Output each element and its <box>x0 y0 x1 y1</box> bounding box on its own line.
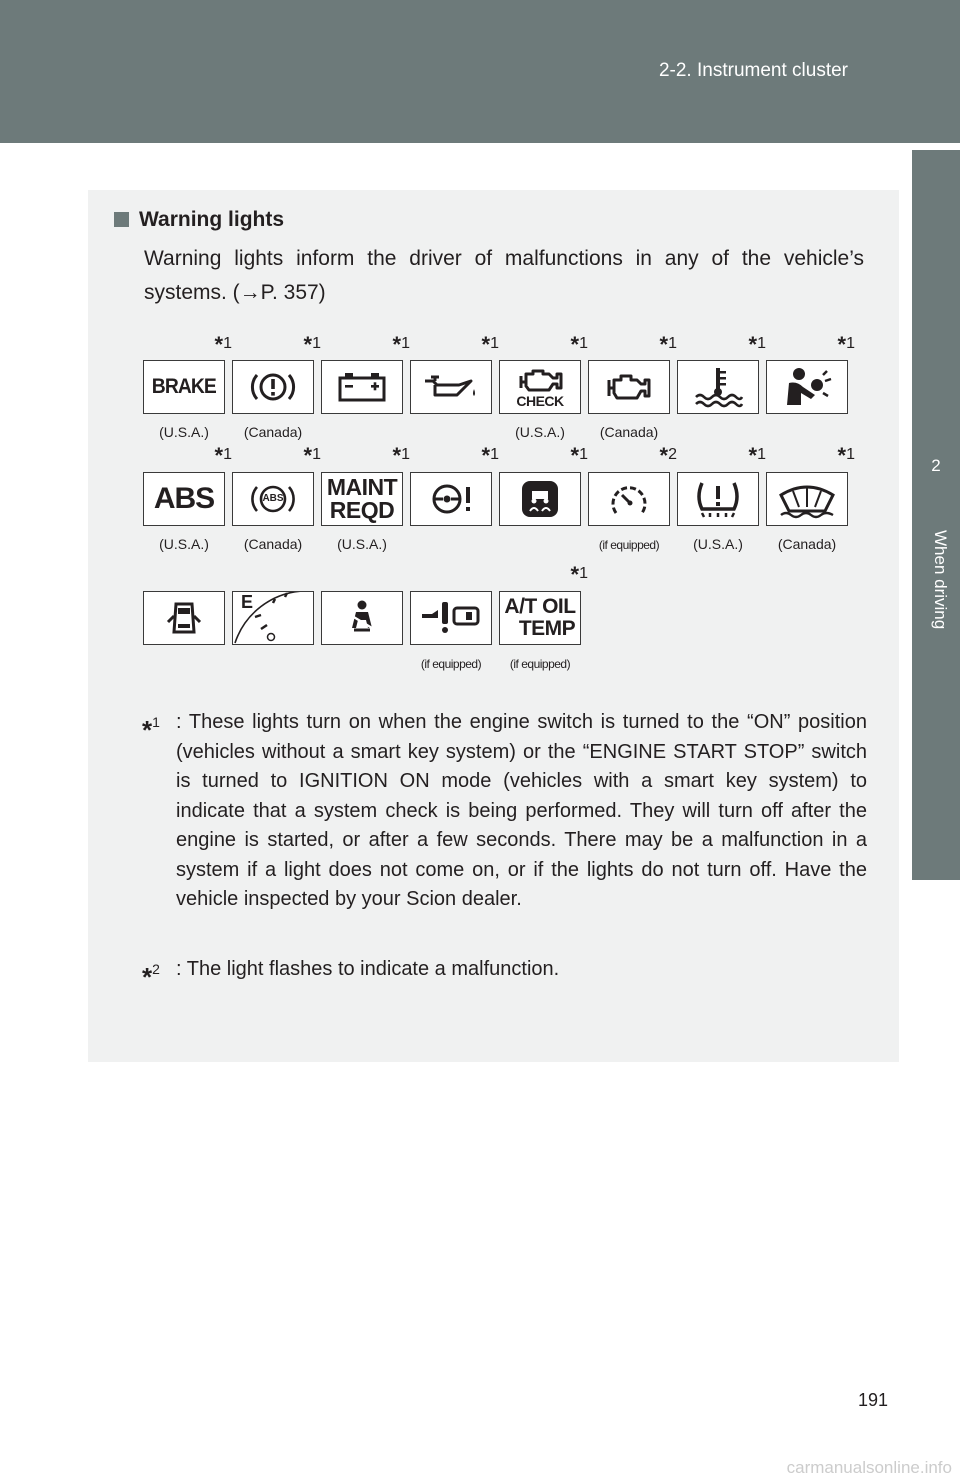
chapter-number: 2 <box>931 456 941 475</box>
region-caption: (if equipped) <box>598 538 660 552</box>
charging-system-icon <box>321 360 403 414</box>
region-caption: (Canada) <box>777 536 837 552</box>
cruise-control-icon <box>588 472 670 526</box>
oil-pressure-icon <box>410 360 492 414</box>
footnote-marker: *1 <box>570 332 588 357</box>
footnote-mark: *$^1$ <box>142 714 160 745</box>
maintenance-required-icon: MAINT REQD <box>321 472 403 526</box>
at-oil-temperature-icon: A/T OIL TEMP <box>499 591 581 645</box>
footnote-text: : The light flashes to indicate a malfunction. <box>176 958 560 980</box>
region-caption: (U.S.A.) <box>515 424 565 440</box>
footnote-marker: *1 <box>570 562 588 587</box>
page-number: 191 <box>858 1390 889 1410</box>
region-caption: (Canada) <box>243 424 303 440</box>
brake-warning-canada-icon <box>232 360 314 414</box>
footnote-1 <box>142 708 867 915</box>
section-title: Warning lights <box>114 208 284 232</box>
section-intro: Warning lights inform the driver of malfunctions in any of the vehicle’s systems. (→P. 357) <box>144 247 864 304</box>
low-washer-fluid-icon <box>766 472 848 526</box>
footnote-text: : These lights turn on when the engine switch is turned to the “ON” position (vehicles without a smart key system) or the “ENGINE START STOP” switch is turned to IGNITION ON mode (vehicles with a smart key system) to indicate that a system check is being performed. They will turn off after the engine is started, or after a few seconds. There may be a malfunction in a system if a light does not come on, or if the lights do not turn off. Have the vehicle inspected by your Scion dealer. <box>176 711 867 910</box>
abs-icon: ABS <box>143 472 225 526</box>
abs-canada-icon: ABS <box>232 472 314 526</box>
footnote-marker: *1 <box>659 332 677 357</box>
footnote-marker: *1 <box>392 332 410 357</box>
footnote-marker: *1 <box>481 443 499 468</box>
region-caption: (U.S.A.) <box>693 536 743 552</box>
footnote-marker: *1 <box>392 443 410 468</box>
brake-warning-icon: BRAKE <box>143 360 225 414</box>
slip-indicator-icon <box>499 472 581 526</box>
footnote-marker: *1 <box>748 443 766 468</box>
region-caption: (if equipped) <box>509 657 571 671</box>
region-caption: (if equipped) <box>420 657 482 671</box>
footnote-marker: *1 <box>748 332 766 357</box>
region-caption: (Canada) <box>243 536 303 552</box>
footnote-marker: *1 <box>214 443 232 468</box>
square-bullet-icon <box>114 212 129 227</box>
warning-lights-panel <box>88 190 899 1062</box>
region-caption: (U.S.A.) <box>159 424 209 440</box>
footnote-mark: *$^2$ <box>142 961 160 992</box>
high-coolant-temperature-icon <box>677 360 759 414</box>
footnote-marker: *1 <box>303 332 321 357</box>
region-caption: (U.S.A.) <box>159 536 209 552</box>
chapter-side-tab <box>912 150 960 880</box>
chapter-label: When driving <box>931 530 950 630</box>
footnote-marker: *1 <box>481 332 499 357</box>
check-engine-icon: CHECK <box>499 360 581 414</box>
open-door-icon <box>143 591 225 645</box>
footnote-marker: *1 <box>570 443 588 468</box>
region-caption: (Canada) <box>599 424 659 440</box>
side-tab-top <box>908 0 960 143</box>
footnote-marker: *1 <box>303 443 321 468</box>
malfunction-indicator-canada-icon <box>588 360 670 414</box>
footnote-marker: *1 <box>214 332 232 357</box>
low-fuel-icon: E <box>232 591 314 645</box>
srs-airbag-icon <box>766 360 848 414</box>
tire-pressure-icon <box>677 472 759 526</box>
watermark: carmanualsonline.info <box>786 1458 952 1477</box>
footnote-marker: *1 <box>837 332 855 357</box>
passenger-seat-belt-icon <box>410 591 492 645</box>
footnote-marker: *1 <box>837 443 855 468</box>
page-header <box>0 0 908 143</box>
footnote-marker: *2 <box>659 443 677 468</box>
chapter-title: 2-2. Instrument cluster <box>658 60 848 81</box>
region-caption: (U.S.A.) <box>337 536 387 552</box>
footnote-2 <box>142 955 867 992</box>
seat-belt-reminder-icon <box>321 591 403 645</box>
electric-power-steering-icon <box>410 472 492 526</box>
